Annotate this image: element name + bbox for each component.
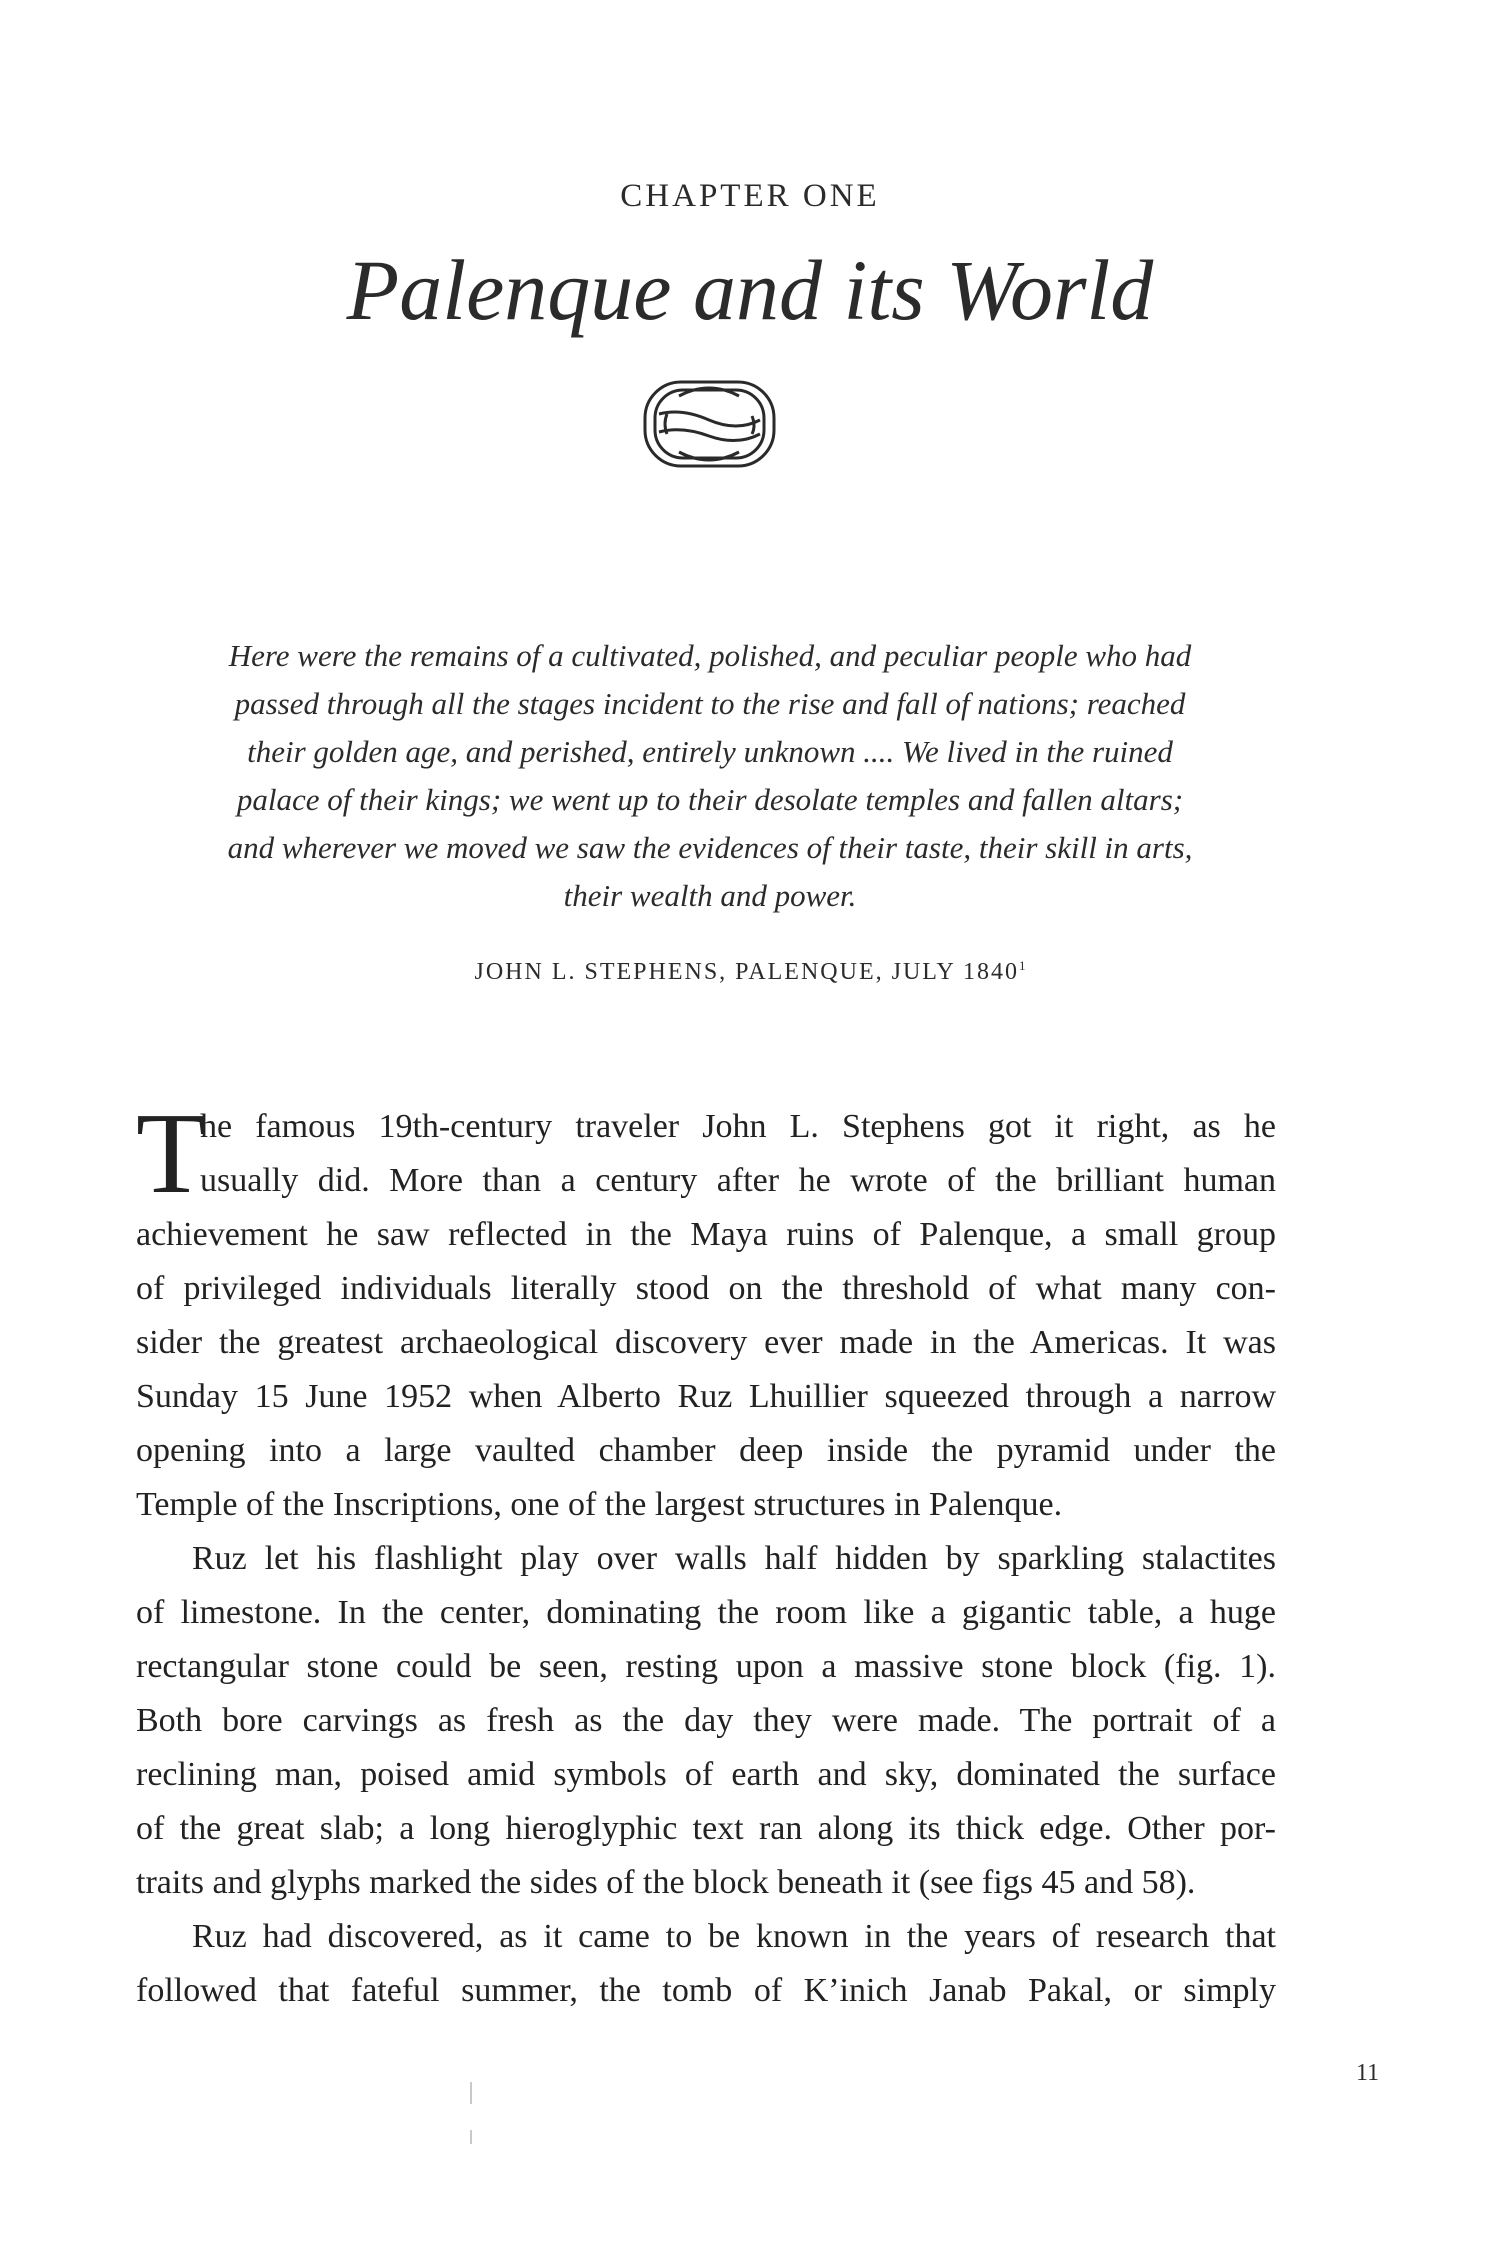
epigraph [160,632,1260,920]
text-line: traits and glyphs marked the sides of the block beneath it (see figs 45 and 58). [136,1864,1196,1901]
text-line: of the great slab; a long hieroglyphic text ran along its thick edge. Other por- [136,1810,1276,1847]
text-line: of privileged individuals literally stood on the threshold of what many con- [136,1270,1276,1307]
paragraph-2 [136,1532,1276,1910]
drop-cap: T [136,1090,207,1218]
text-line: achievement he saw reflected in the Maya ruins of Palenque, a small group [136,1216,1276,1253]
page-number: 11 [1356,2060,1380,2086]
text-line: he famous 19th-century traveler John L. Stephens got it right, as he [200,1108,1276,1145]
text-line: Both bore carvings as fresh as the day they were made. The portrait of a [136,1702,1276,1739]
paragraph-3 [136,1910,1276,2018]
epigraph-line: their wealth and power. [563,878,857,913]
epigraph-attribution [0,958,1500,986]
text-line: of limestone. In the center, dominating the room like a gigantic table, a huge [136,1594,1276,1631]
text-line: Ruz let his flashlight play over walls half hidden by sparkling stalactites [192,1540,1276,1577]
epigraph-line: and wherever we moved we saw the evidences of their taste, their skill in arts, [227,830,1193,865]
text-line: Ruz had discovered, as it came to be known in the years of research that [192,1918,1276,1955]
scan-artifact [470,2082,472,2104]
body-text [136,1100,1276,2018]
text-line: opening into a large vaulted chamber deep inside the pyramid under the [136,1432,1276,1469]
maya-glyph-icon [637,374,782,474]
text-line: Temple of the Inscriptions, one of the largest structures in Palenque. [136,1486,1063,1523]
text-line: usually did. More than a century after he wrote of the brilliant human [200,1162,1276,1199]
attribution-text: JOHN L. STEPHENS, PALENQUE, JULY 1840 [474,959,1019,985]
text-line: followed that fateful summer, the tomb of K’inich Janab Pakal, or simply [136,1972,1276,2009]
text-line: sider the greatest archaeological discovery ever made in the Americas. It was [136,1324,1276,1361]
epigraph-line: palace of their kings; we went up to their desolate temples and fallen altars; [236,782,1184,817]
footnote-marker[interactable]: 1 [1019,958,1026,973]
epigraph-line: Here were the remains of a cultivated, polished, and peculiar people who had [228,638,1192,673]
text-line: Sunday 15 June 1952 when Alberto Ruz Lhuillier squeezed through a narrow [136,1378,1276,1415]
chapter-title: Palenque and its World [346,242,1154,338]
paragraph-1 [136,1100,1276,1532]
scan-artifact [470,2130,472,2144]
epigraph-line: passed through all the stages incident to the rise and fall of nations; reached [234,686,1186,721]
text-line: reclining man, poised amid symbols of earth and sky, dominated the surface [136,1756,1276,1793]
chapter-label: CHAPTER ONE [620,178,880,214]
text-line: rectangular stone could be seen, resting upon a massive stone block (fig. 1). [136,1648,1276,1685]
epigraph-line: their golden age, and perished, entirely unknown .... We lived in the ruined [247,734,1173,769]
